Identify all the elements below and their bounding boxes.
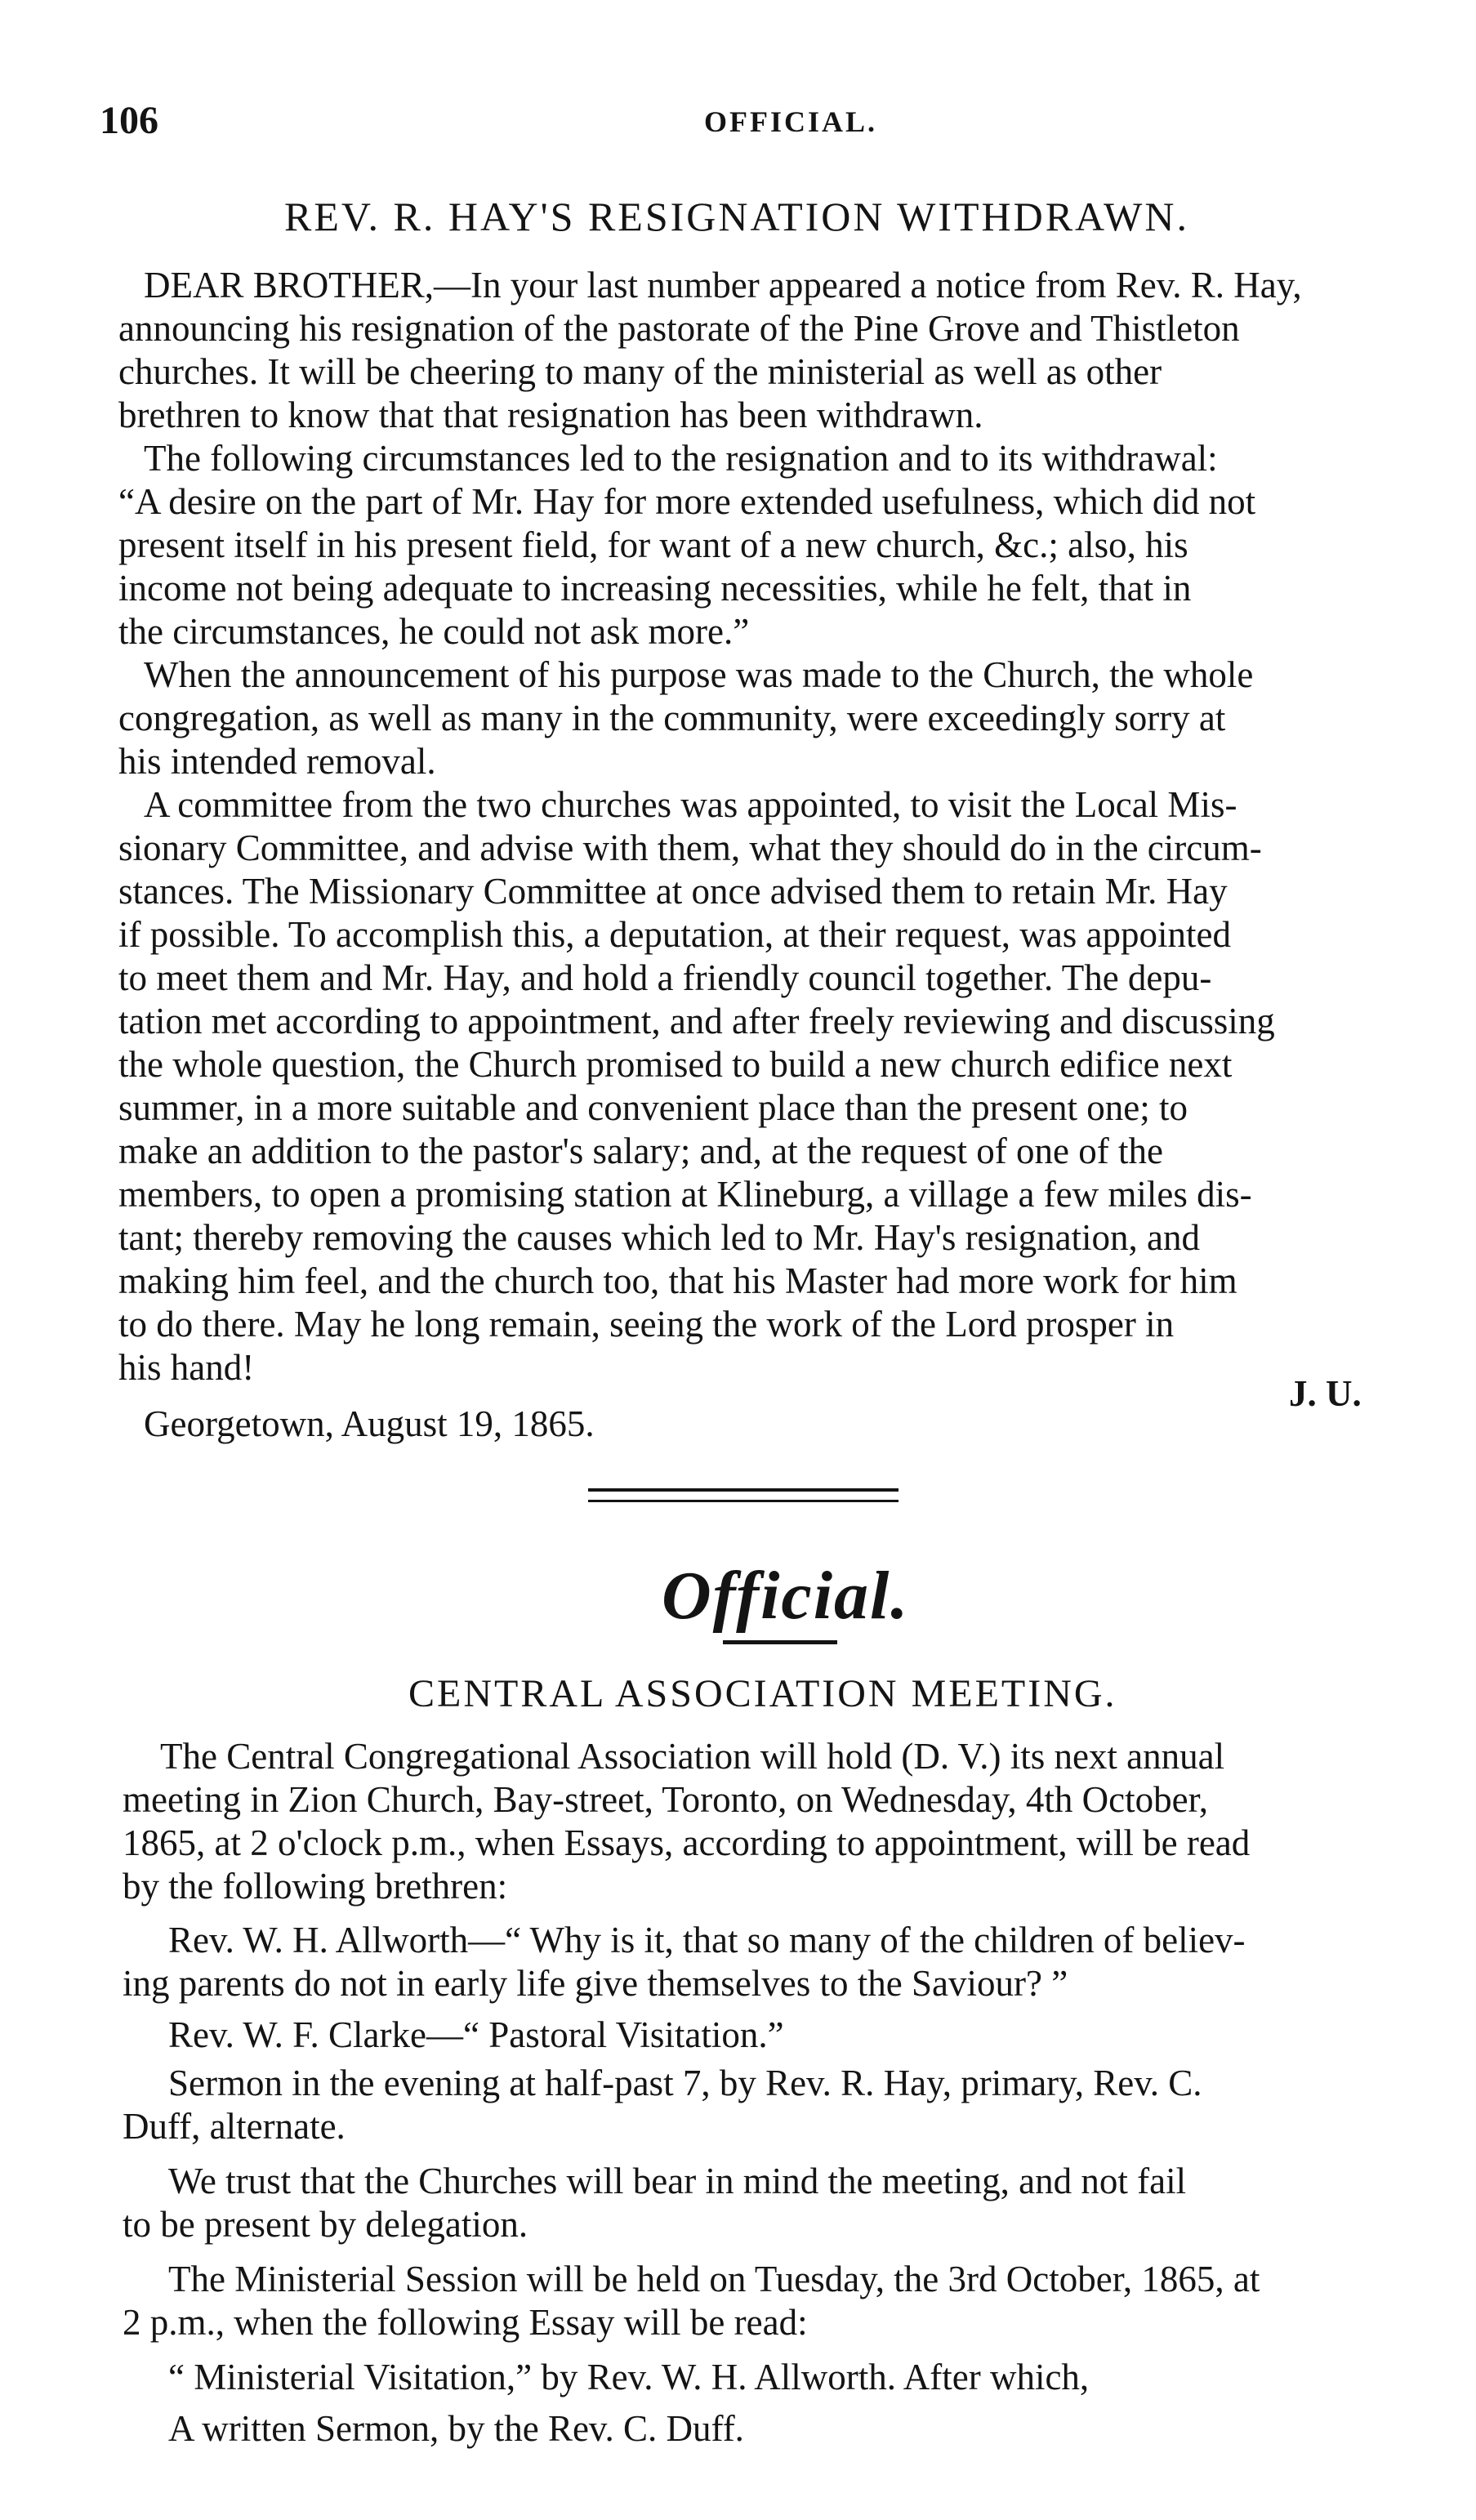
text-line: tant; thereby removing the causes which led to Mr. Hay's resignation, and [118,1217,1201,1258]
text-line: to meet them and Mr. Hay, and hold a friendly council together. The depu- [118,957,1212,998]
text-line: the whole question, the Church promised to build a new church edifice next [118,1044,1233,1085]
text-line: The following circumstances led to the resignation and to its withdrawal: [144,438,1218,479]
text-line: The Ministerial Session will be held on Tuesday, the 3rd October, 1865, at [168,2259,1260,2299]
running-header [100,98,1451,147]
running-title: OFFICIAL. [704,105,878,138]
text-line: members, to open a promising station at Klineburg, a village a few miles dis- [118,1174,1252,1215]
text-line: Sermon in the evening at half-past 7, by Rev. R. Hay, primary, Rev. C. [168,2063,1202,2103]
text-line: Rev. W. H. Allworth—“ Why is it, that so many of the children of believ- [168,1920,1246,1960]
text-line: to do there. May he long remain, seeing the work of the Lord prosper in [118,1304,1175,1345]
text-line: present itself in his present field, for want of a new church, &c.; also, his [118,524,1188,565]
dateline: Georgetown, August 19, 1865. [144,1403,595,1444]
text-line: his intended removal. [118,741,436,782]
section-title: Official. [662,1558,910,1634]
text-line: 1865, at 2 o'clock p.m., when Essays, according to appointment, will be read [123,1822,1251,1863]
text-line: the circumstances, he could not ask more.” [118,611,750,652]
text-line: Rev. W. F. Clarke—“ Pastoral Visitation.” [168,2014,784,2055]
text-line: 2 p.m., when the following Essay will be read: [123,2302,808,2343]
text-line: Duff, alternate. [123,2106,346,2147]
text-line: sionary Committee, and advise with them, what they should do in the circum- [118,827,1262,868]
text-line: DEAR BROTHER,—In your last number appeared a notice from Rev. R. Hay, [144,265,1302,306]
text-line: to be present by delegation. [123,2204,528,2245]
text-line: churches. It will be cheering to many of the ministerial as well as other [118,351,1162,392]
text-line: if possible. To accomplish this, a deputation, at their request, was appointed [118,914,1231,955]
text-line: meeting in Zion Church, Bay-street, Toronto, on Wednesday, 4th October, [123,1779,1209,1820]
text-line: When the announcement of his purpose was made to the Church, the whole [144,654,1254,695]
text-line: making him feel, and the church too, that his Master had more work for him [118,1260,1237,1301]
text-line: make an addition to the pastor's salary; and, at the request of one of the [118,1131,1163,1171]
signature: J. U. [1289,1373,1362,1414]
text-line: ing parents do not in early life give themselves to the Saviour? ” [123,1963,1068,2004]
section-title-underline [723,1640,837,1644]
divider-rule-bottom [588,1500,899,1502]
page-number: 106 [100,99,158,142]
text-line: announcing his resignation of the pastorate of the Pine Grove and Thistleton [118,308,1240,349]
article-title: CENTRAL ASSOCIATION MEETING. [408,1672,1117,1715]
text-line: tation met according to appointment, and after freely reviewing and discussing [118,1001,1275,1041]
text-line: We trust that the Churches will bear in mind the meeting, and not fail [168,2161,1187,2201]
text-line: The Central Congregational Association will hold (D. V.) its next annual [160,1736,1225,1777]
text-line: “ Ministerial Visitation,” by Rev. W. H. Allworth. After which, [168,2357,1090,2397]
text-line: A written Sermon, by the Rev. C. Duff. [168,2408,744,2449]
text-line: his hand! [118,1347,255,1388]
text-line: income not being adequate to increasing necessities, while he felt, that in [118,568,1192,609]
text-line: stances. The Missionary Committee at once advised them to retain Mr. Hay [118,871,1228,912]
text-line: by the following brethren: [123,1866,508,1907]
text-line: congregation, as well as many in the community, were exceedingly sorry at [118,698,1226,738]
divider-rule-top [588,1488,899,1492]
text-line: summer, in a more suitable and convenient place than the present one; to [118,1087,1188,1128]
article-title: REV. R. HAY'S RESIGNATION WITHDRAWN. [284,194,1189,239]
text-line: brethren to know that that resignation has been withdrawn. [118,395,983,435]
text-line: A committee from the two churches was appointed, to visit the Local Mis- [144,784,1237,825]
text-line: “A desire on the part of Mr. Hay for more extended usefulness, which did not [118,481,1256,522]
